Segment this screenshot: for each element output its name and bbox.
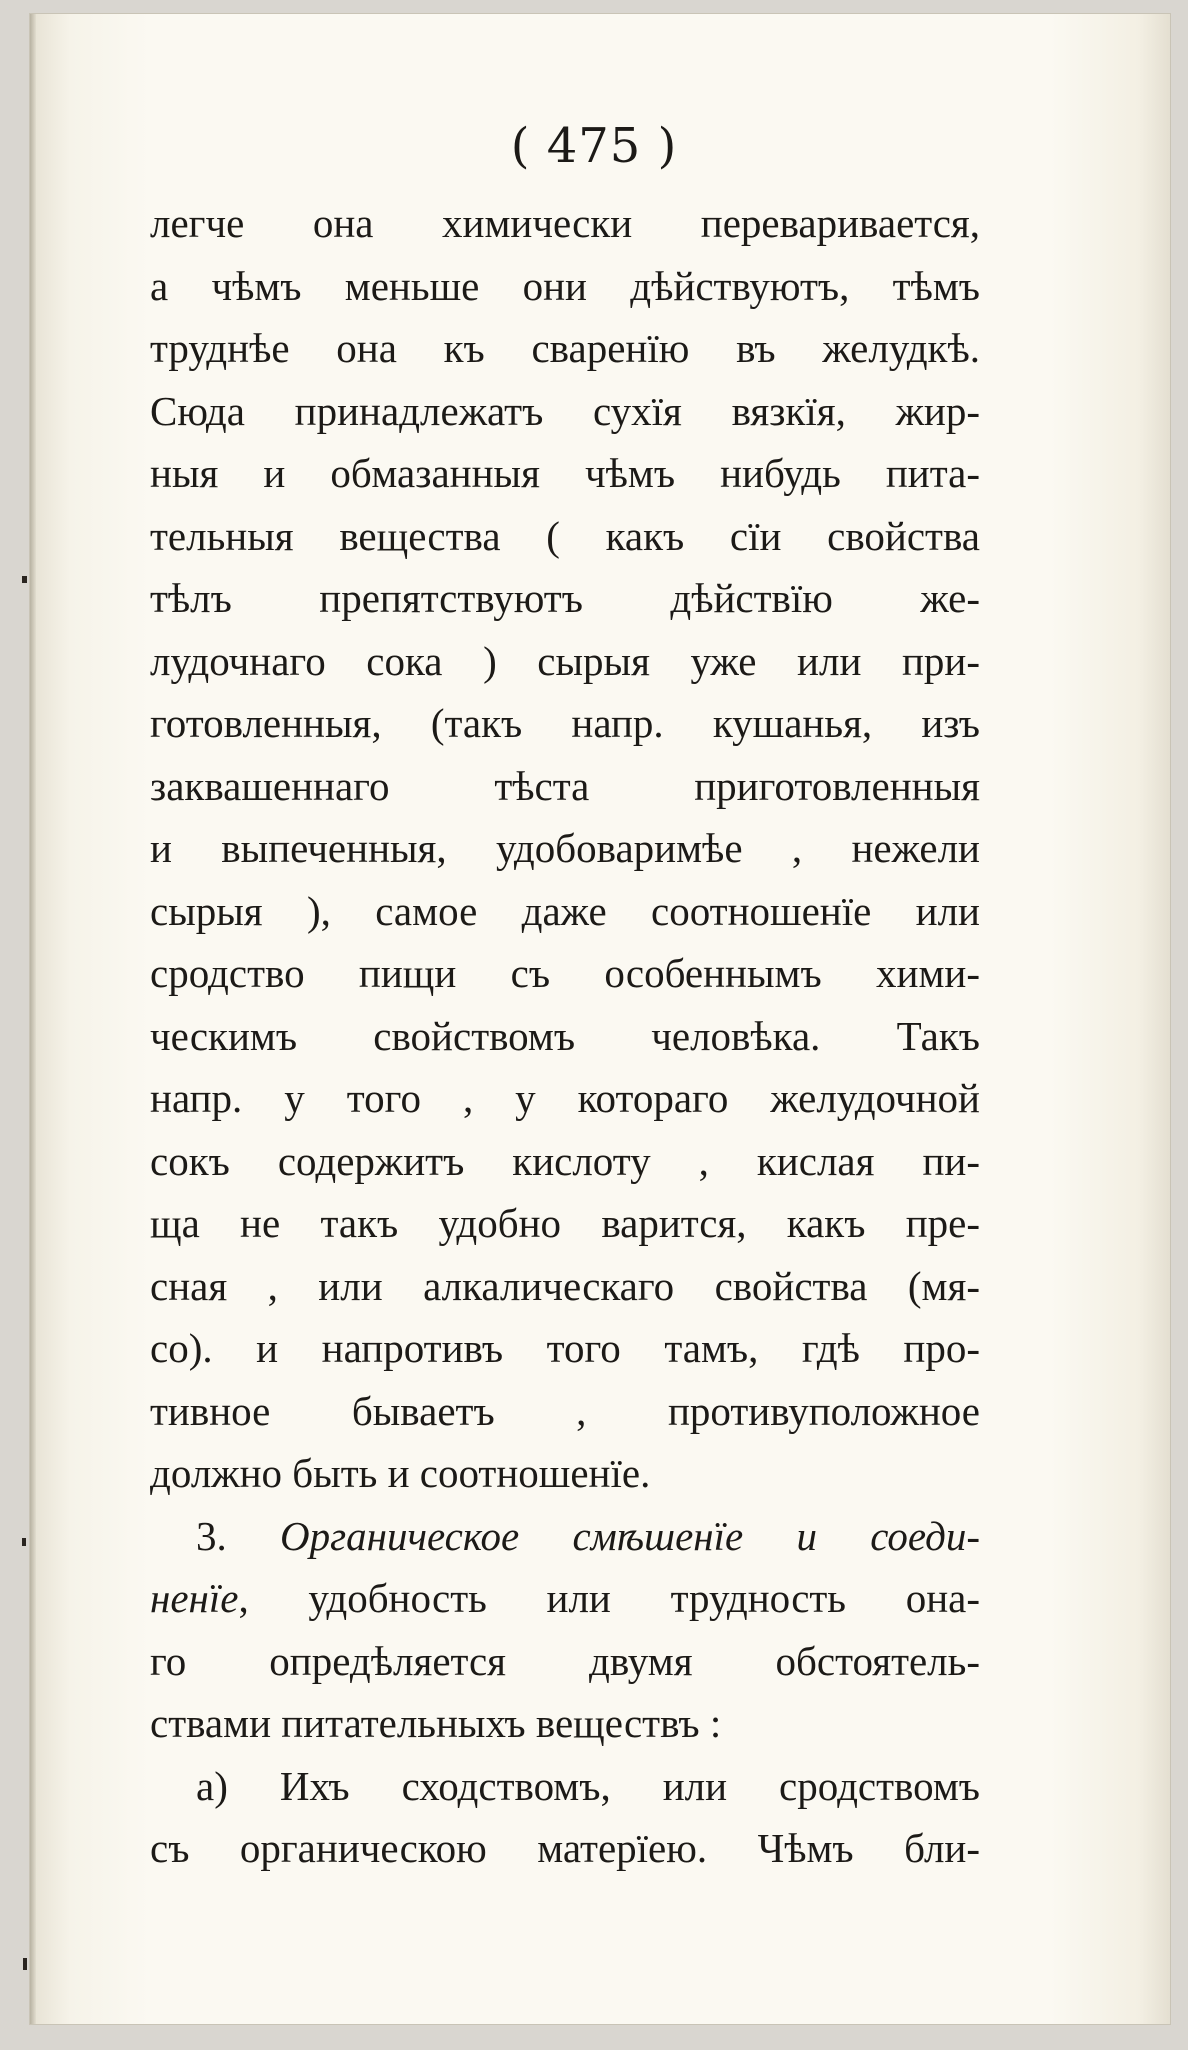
section-3-line-3: го опредѣляется двумя обстоятель- bbox=[150, 1637, 980, 1684]
text-line: а чѣмъ меньше они дѣйствуютъ, тѣмъ bbox=[150, 262, 980, 309]
item-a-line-1: а) Ихъ сходствомъ, или сродствомъ bbox=[196, 1762, 980, 1809]
section-3-title-part-2: ненїе bbox=[150, 1575, 239, 1621]
body-text bbox=[150, 192, 980, 1880]
text-line: лудочнаго сока ) сырыя уже или при- bbox=[150, 637, 980, 684]
text-line: ческимъ свойствомъ человѣка. Такъ bbox=[150, 1012, 980, 1059]
section-3-heading-line bbox=[150, 1505, 980, 1568]
text-line: и выпеченныя, удобоваримѣе , нежели bbox=[150, 825, 980, 871]
text-line: сродство пищи съ особеннымъ хими- bbox=[150, 950, 980, 996]
text-line: труднѣе она къ сваренїю въ желудкѣ. bbox=[150, 325, 980, 371]
section-3-line-2 bbox=[150, 1567, 980, 1630]
text-line: сокъ содержитъ кислоту , кислая пи- bbox=[150, 1137, 980, 1184]
section-3-line-2-rest: , удобность или трудность она- bbox=[238, 1575, 980, 1621]
text-line: легче она химически переваривается, bbox=[150, 200, 980, 246]
section-3-number: 3. bbox=[196, 1512, 227, 1559]
text-line: готовленныя, (такъ напр. кушанья, изъ bbox=[150, 700, 980, 746]
margin-mark bbox=[22, 1538, 26, 1546]
text-line: Сюда принадлежатъ сухїя вязкїя, жир- bbox=[150, 387, 980, 434]
text-line: сырыя ), самое даже соотношенїе или bbox=[150, 887, 980, 934]
text-line: со). и напротивъ того тамъ, гдѣ про- bbox=[150, 1325, 980, 1371]
text-line: тельныя вещества ( какъ сїи свойства bbox=[150, 512, 980, 559]
section-3-title-part-1: Органическое смѣшенїе и соеди- bbox=[280, 1512, 980, 1559]
text-line: тивное бываетъ , противуположное bbox=[150, 1387, 980, 1434]
text-line: ща не такъ удобно варится, какъ пре- bbox=[150, 1200, 980, 1246]
text-line: ныя и обмазанныя чѣмъ нибудь пита- bbox=[150, 450, 980, 496]
margin-mark bbox=[23, 1958, 27, 1970]
page-number: ( 475 ) bbox=[510, 118, 678, 174]
item-a-line-2: съ органическою матерїею. Чѣмъ бли- bbox=[150, 1825, 980, 1871]
text-line: заквашеннаго тѣста приготовленныя bbox=[150, 762, 980, 809]
text-line: напр. у того , у котораго желудочной bbox=[150, 1075, 980, 1121]
text-line: должно быть и соотношенїе. bbox=[150, 1450, 651, 1496]
text-line: сная , или алкалическаго свойства (мя- bbox=[150, 1262, 980, 1309]
margin-mark bbox=[22, 576, 27, 583]
text-line: тѣлъ препятствуютъ дѣйствїю же- bbox=[150, 575, 980, 621]
section-3-line-4: ствами питательныхъ веществъ : bbox=[150, 1700, 722, 1746]
page-binding-edge bbox=[30, 14, 36, 2024]
